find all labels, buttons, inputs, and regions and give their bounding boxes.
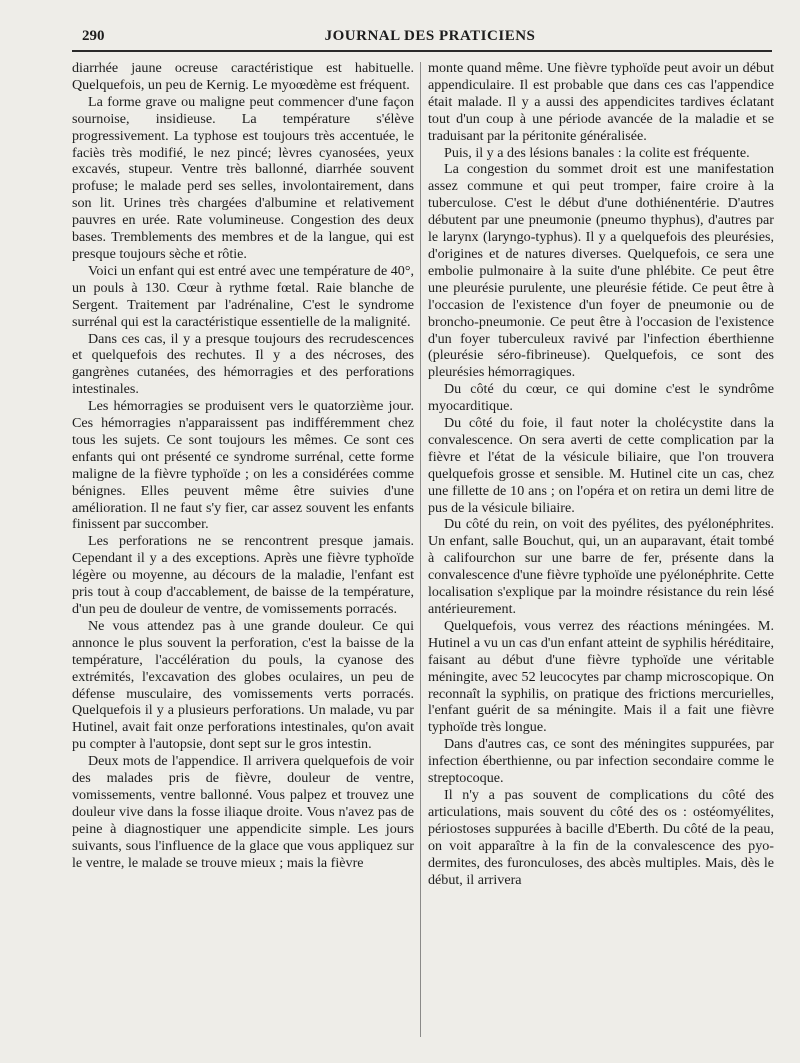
paragraph: Ne vous attendez pas à une grande douleur. Ce qui annonce le plus souvent la perforation, c'est la baisse de la température, l'accélération du pouls, la cyanose des extrémités, l'excavation des globes oculaires, un peu de défense musculaire, des vomissements verts porracés. Quelquefois il y a plusieurs perforations. Un malade, vu par Hutinel, avait fait onze perforations intestinales, qu'on avait pu compter à l'autopsie, dont sept sur le gros intestin. <box>72 617 414 753</box>
paragraph: Deux mots de l'appendice. Il arrivera quelquefois de voir des malades pris de fièvre, douleur de ventre, vomissements, ventre ballonné. Vous palpez et trouvez une douleur vive dans la fosse iliaque droite. Vous n'avez pas de peine à diagnostiquer une appendicite simple. Les jours suivants, sous l'influence de la glace que vous appliquez sur le ventre, le malade se trouve mieux ; mais la fièvre <box>72 753 414 871</box>
paragraph: Du côté du cœur, ce qui domine c'est le syndrôme myocarditique. <box>428 381 774 415</box>
left-column <box>72 60 414 980</box>
paragraph: Les perforations ne se rencontrent presque jamais. Cependant il y a des exceptions. Après une fièvre typhoïde légère ou moyenne, au décours de la maladie, l'enfant est pris tout à coup d'accablement, de baisse de la température, d'un peu de douleur de ventre, de vomissements porracés. <box>72 533 414 617</box>
paragraph: Dans d'autres cas, ce sont des méningites suppurées, par infection éberthienne, ou par infection secondaire comme le streptocoque. <box>428 736 774 787</box>
paragraph: Voici un enfant qui est entré avec une température de 40°, un pouls à 130. Cœur à rythme fœtal. Raie blanche de Sergent. Traitement par l'adrénaline, C'est le syndrome surrénal qui est la caractéristique essentielle de la malignité. <box>72 262 414 330</box>
paragraph: Quelquefois, vous verrez des réactions méningées. M. Hutinel a vu un cas d'un enfant atteint de syphilis héréditaire, faisant au début d'une fièvre typhoïde une véritable méningite, avec 52 leucocytes par champ microscopique. On reconnaît la syphilis, on pratique des frictions mercurielles, l'enfant guérit de sa méningite. Mais il a fait une fièvre typhoïde très longue. <box>428 617 774 736</box>
paragraph: Il n'y a pas souvent de complications du côté des articulations, mais souvent du côté des os : ostéomyélites, périostoses suppurées à bacille d'Eberth. Du côté de la peau, on voit apparaître à la fin de la convalescence des pyo-dermites, des furonculoses, des abcès multiples. Mais, dès le début, il arrivera <box>428 786 774 888</box>
paragraph: Du côté du rein, on voit des pyélites, des pyélonéphrites. Un enfant, salle Bouchut, qui, un an auparavant, était tombé à califourchon sur une barre de fer, présente dans la convalescence d'une fièvre typhoïde une pyélonéphrite. Cette localisation s'explique par la moindre résistance du rein lésé antérieurement. <box>428 516 774 617</box>
page-number: 290 <box>82 28 105 44</box>
right-column <box>428 60 774 980</box>
paragraph: Dans ces cas, il y a presque toujours des recrudescences et quelquefois des rechutes. Il y a des nécroses, des gangrènes cutanées, des hémorragies et des perforations intestinales. <box>72 330 414 398</box>
paragraph: Du côté du foie, il faut noter la cholécystite dans la convalescence. On sera averti de cette complication par la fièvre et l'état de la vésicule biliaire, que l'on trouvera quelquefois grosse et sensible. M. Hutinel cite un cas, chez une fillette de 10 ans ; on l'opéra et on retira un demi litre de pus de la vésicule biliaire. <box>428 415 774 516</box>
journal-title: JOURNAL DES PRATICIENS <box>324 28 536 44</box>
paragraph: La congestion du sommet droit est une manifestation assez commune et qui peut tromper, faire croire à la tuberculose. C'est le début d'une dothiénentérie. D'autres débutent par une pneumonie (pneumo thyphus), d'autres par le larynx (laryngo-typhus). Il y a quelquefois des pleurésies, d'origines et de natures diverses. Quelquefois, ce sera une embolie pulmonaire à la suite d'une phlébite. Ce peut être une pleurésie purulente, une pleurésie fétide. Ce peut être à l'occasion de l'existence d'un foyer de pneumonie ou de broncho-pneumonie. Ce peut être à l'occasion de l'existence d'un foyer tuberculeux ravivé par l'infection éberthienne (pleurésie séro-fibrineuse). Quelquefois, ce sont des pleurésies hémorragiques. <box>428 161 774 381</box>
paragraph: Les hémorragies se produisent vers le quatorzième jour. Ces hémorragies n'apparaissent pas indifféremment chez tous les sujets. Ce sont toujours les mêmes. Ce sont ces enfants qui ont présenté ce syndrome surrénal, cette forme maligne de la fièvre typhoïde ; on les a considérées comme bénignes. Elles peuvent même être suivies d'une amélioration. Il ne faut s'y fier, car assez souvent les enfants finissent par succomber. <box>72 398 414 533</box>
paragraph: Puis, il y a des lésions banales : la colite est fréquente. <box>444 144 750 161</box>
paragraph: diarrhée jaune ocreuse caractéristique est habituelle. Quelquefois, un peu de Kernig. Le myoœdème est fréquent. <box>72 60 414 93</box>
paragraph: monte quand même. Une fièvre typhoïde peut avoir un début appendiculaire. Il est probable que dans ces cas l'appendice était malade. Il y a aussi des appendicites tardives éclatant tout d'un coup à une période avancée de la maladie et se traduisant par la péritonite généralisée. <box>428 60 774 144</box>
column-divider <box>420 62 421 1037</box>
paragraph: La forme grave ou maligne peut commencer d'une façon sournoise, insidieuse. La température s'élève progressivement. La typhose est toujours très accentuée, le faciès très modifié, le nez pincé; lèvres cyanosées, yeux excavés, stupeur. Ventre très ballonné, diarrhée souvent profuse; le malade perd ses selles, involontairement, dans son lit. Urines très chargées d'albumine et relativement pauvres en urée. Rate volumineuse. Congestion des deux bases. Tremblements des membres et de la langue, qui est presque toujours sèche et rôtie. <box>72 93 414 262</box>
header-rule <box>72 50 772 52</box>
page-header <box>82 28 778 50</box>
